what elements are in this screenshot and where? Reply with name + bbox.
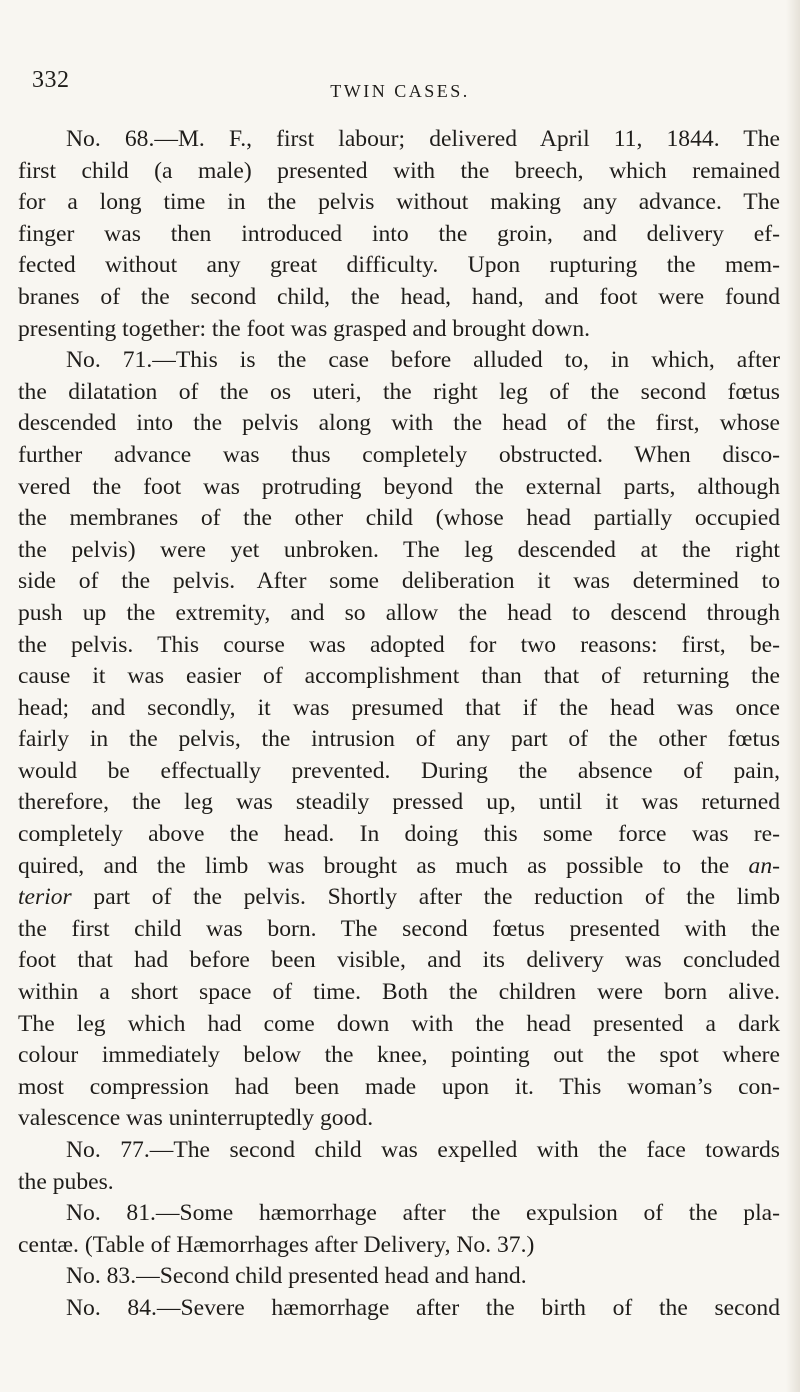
text-line: No. 71.—This is the case before alluded to, in which, after bbox=[66, 347, 780, 374]
text-line bbox=[18, 851, 780, 883]
text-line: most compression had been made upon it. This woman’s con- bbox=[18, 1073, 780, 1100]
italic-text: terior bbox=[18, 884, 72, 911]
text-line: cause it was easier of accomplishment than that of returning the bbox=[18, 663, 780, 690]
text-line: side of the pelvis. After some deliberation it was determined to bbox=[18, 568, 780, 595]
text-line: the membranes of the other child (whose head partially occupied bbox=[18, 505, 780, 532]
text-line: the pubes. bbox=[18, 1168, 114, 1195]
text-line: centæ. (Table of Hæmorrhages after Delivery, No. 37.) bbox=[18, 1231, 535, 1258]
text-line: first child (a male) presented with the breech, which remained bbox=[18, 157, 780, 184]
italic-text: an- bbox=[748, 852, 780, 879]
text-line: for a long time in the pelvis without making any advance. The bbox=[18, 189, 780, 216]
text-line: finger was then introduced into the groin, and delivery ef- bbox=[18, 220, 780, 247]
page-number: 332 bbox=[32, 67, 70, 93]
text-line: No. 81.—Some hæmorrhage after the expulsion of the pla- bbox=[66, 1200, 780, 1227]
text-line: descended into the pelvis along with the head of the first, whose bbox=[18, 410, 780, 437]
text-line: the pelvis. This course was adopted for two reasons: first, be- bbox=[18, 631, 780, 658]
text-line: No. 77.—The second child was expelled with the face towards bbox=[66, 1137, 780, 1163]
text-line: colour immediately below the knee, pointing out the spot where bbox=[18, 1042, 780, 1069]
text-line: The leg which had come down with the head presented a dark bbox=[18, 1010, 780, 1037]
text-line: branes of the second child, the head, hand, and foot were found bbox=[18, 283, 780, 310]
text-line: the first child was born. The second fœtus presented with the bbox=[18, 915, 780, 942]
text-line: within a short space of time. Both the children were born alive. bbox=[18, 979, 780, 1006]
page-edge-shadow bbox=[786, 0, 800, 1392]
text-line: push up the extremity, and so allow the head to descend through bbox=[18, 599, 780, 626]
running-head: TWIN CASES. bbox=[330, 81, 470, 101]
text-line: fairly in the pelvis, the intrusion of any part of the other fœtus bbox=[18, 726, 780, 753]
text-line: would be effectually prevented. During the absence of pain, bbox=[18, 757, 780, 784]
body-text bbox=[18, 124, 780, 1325]
text-line: the pelvis) were yet unbroken. The leg descended at the right bbox=[18, 536, 780, 563]
text-line: No. 83.—Second child presented head and hand. bbox=[66, 1263, 527, 1290]
text-line: head; and secondly, it was presumed that if the head was once bbox=[18, 694, 780, 721]
text-segment: quired, and the limb was brought as much as possible to the bbox=[18, 852, 730, 879]
text-line: presenting together: the foot was grasped and brought down. bbox=[18, 315, 591, 342]
text-line: fected without any great difficulty. Upon rupturing the mem- bbox=[18, 252, 780, 279]
text-line: the dilatation of the os uteri, the right leg of the second fœtus bbox=[18, 378, 780, 405]
text-line: valescence was uninterruptedly good. bbox=[18, 1105, 374, 1132]
text-line bbox=[18, 882, 780, 914]
text-segment: part of the pelvis. Shortly after the reduction of the limb bbox=[71, 884, 780, 911]
text-line: No. 68.—M. F., first labour; delivered April 11, 1844. The bbox=[66, 126, 780, 152]
text-line: foot that had before been visible, and its delivery was concluded bbox=[18, 947, 780, 974]
text-line: further advance was thus completely obstructed. When disco- bbox=[18, 441, 780, 468]
text-line: completely above the head. In doing this some force was re- bbox=[18, 821, 780, 848]
text-line: vered the foot was protruding beyond the external parts, although bbox=[18, 473, 780, 500]
text-line: No. 84.—Severe hæmorrhage after the birth of the second bbox=[66, 1294, 780, 1321]
text-line: therefore, the leg was steadily pressed up, until it was returned bbox=[18, 789, 780, 816]
